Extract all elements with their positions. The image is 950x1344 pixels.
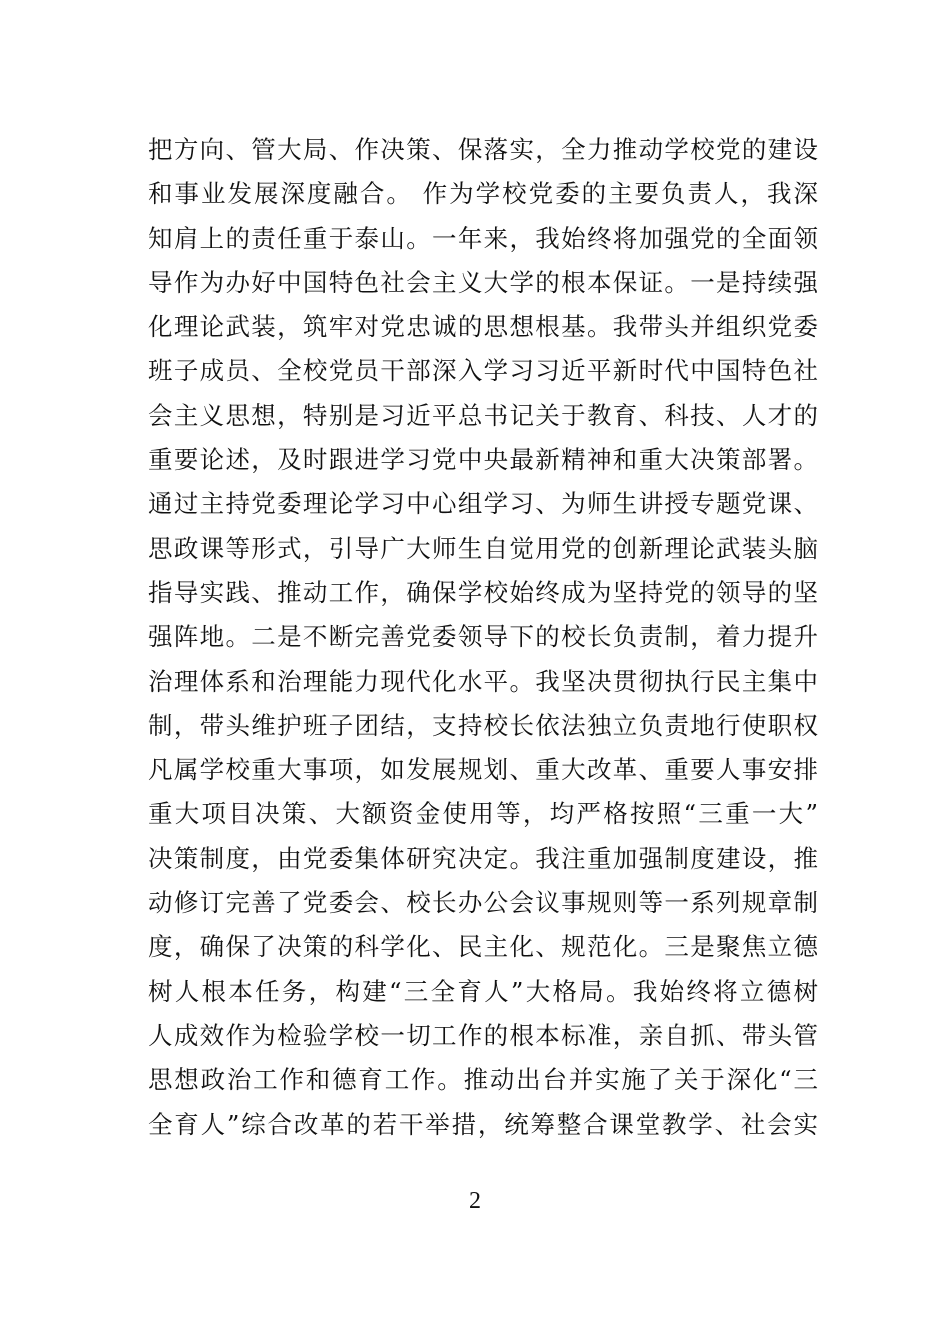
- text-line: 重要论述，及时跟进学习党中央最新精神和重大决策部署。: [148, 445, 818, 475]
- text-line: 会主义思想，特别是习近平总书记关于教育、科技、人才的: [148, 400, 818, 430]
- text-line: 制，带头维护班子团结，支持校长依法独立负责地行使职权: [148, 710, 818, 740]
- text-line: 通过主持党委理论学习中心组学习、为师生讲授专题党课、: [148, 489, 818, 519]
- text-line: 凡属学校重大事项，如发展规划、重大改革、重要人事安排: [148, 755, 818, 785]
- text-line: 知肩上的责任重于泰山。一年来，我始终将加强党的全面领: [148, 223, 818, 253]
- text-line: 决策制度，由党委集体研究决定。我注重加强制度建设，推: [148, 843, 818, 873]
- text-line: 和事业发展深度融合。 作为学校党委的主要负责人，我深: [148, 179, 818, 209]
- text-line: 动修订完善了党委会、校长办公会议事规则等一系列规章制: [148, 888, 818, 918]
- text-line: 度，确保了决策的科学化、民主化、规范化。三是聚焦立德: [148, 932, 818, 962]
- text-line: 全育人”综合改革的若干举措，统筹整合课堂教学、社会实: [148, 1109, 818, 1139]
- text-line: 治理体系和治理能力现代化水平。我坚决贯彻执行民主集中: [148, 666, 818, 696]
- text-line: 指导实践、推动工作，确保学校始终成为坚持党的领导的坚: [148, 577, 818, 607]
- text-line: 化理论武装，筑牢对党忠诚的思想根基。我带头并组织党委: [148, 312, 818, 342]
- text-line: 重大项目决策、大额资金使用等，均严格按照“三重一大”: [148, 799, 818, 829]
- body-text: [148, 128, 818, 1147]
- text-line: 强阵地。二是不断完善党委领导下的校长负责制，着力提升: [148, 622, 818, 652]
- text-line: 人成效作为检验学校一切工作的根本标准，亲自抓、带头管: [148, 1020, 818, 1050]
- text-line: 树人根本任务，构建“三全育人”大格局。我始终将立德树: [148, 976, 818, 1006]
- text-line: 导作为办好中国特色社会主义大学的根本保证。一是持续强: [148, 267, 818, 297]
- page-number: 2: [469, 1188, 481, 1214]
- text-line: 思想政治工作和德育工作。推动出台并实施了关于深化“三: [148, 1065, 818, 1095]
- text-line: 班子成员、全校党员干部深入学习习近平新时代中国特色社: [148, 356, 818, 386]
- text-line: 思政课等形式，引导广大师生自觉用党的创新理论武装头脑: [148, 533, 818, 563]
- text-line: 把方向、管大局、作决策、保落实，全力推动学校党的建设: [148, 135, 818, 164]
